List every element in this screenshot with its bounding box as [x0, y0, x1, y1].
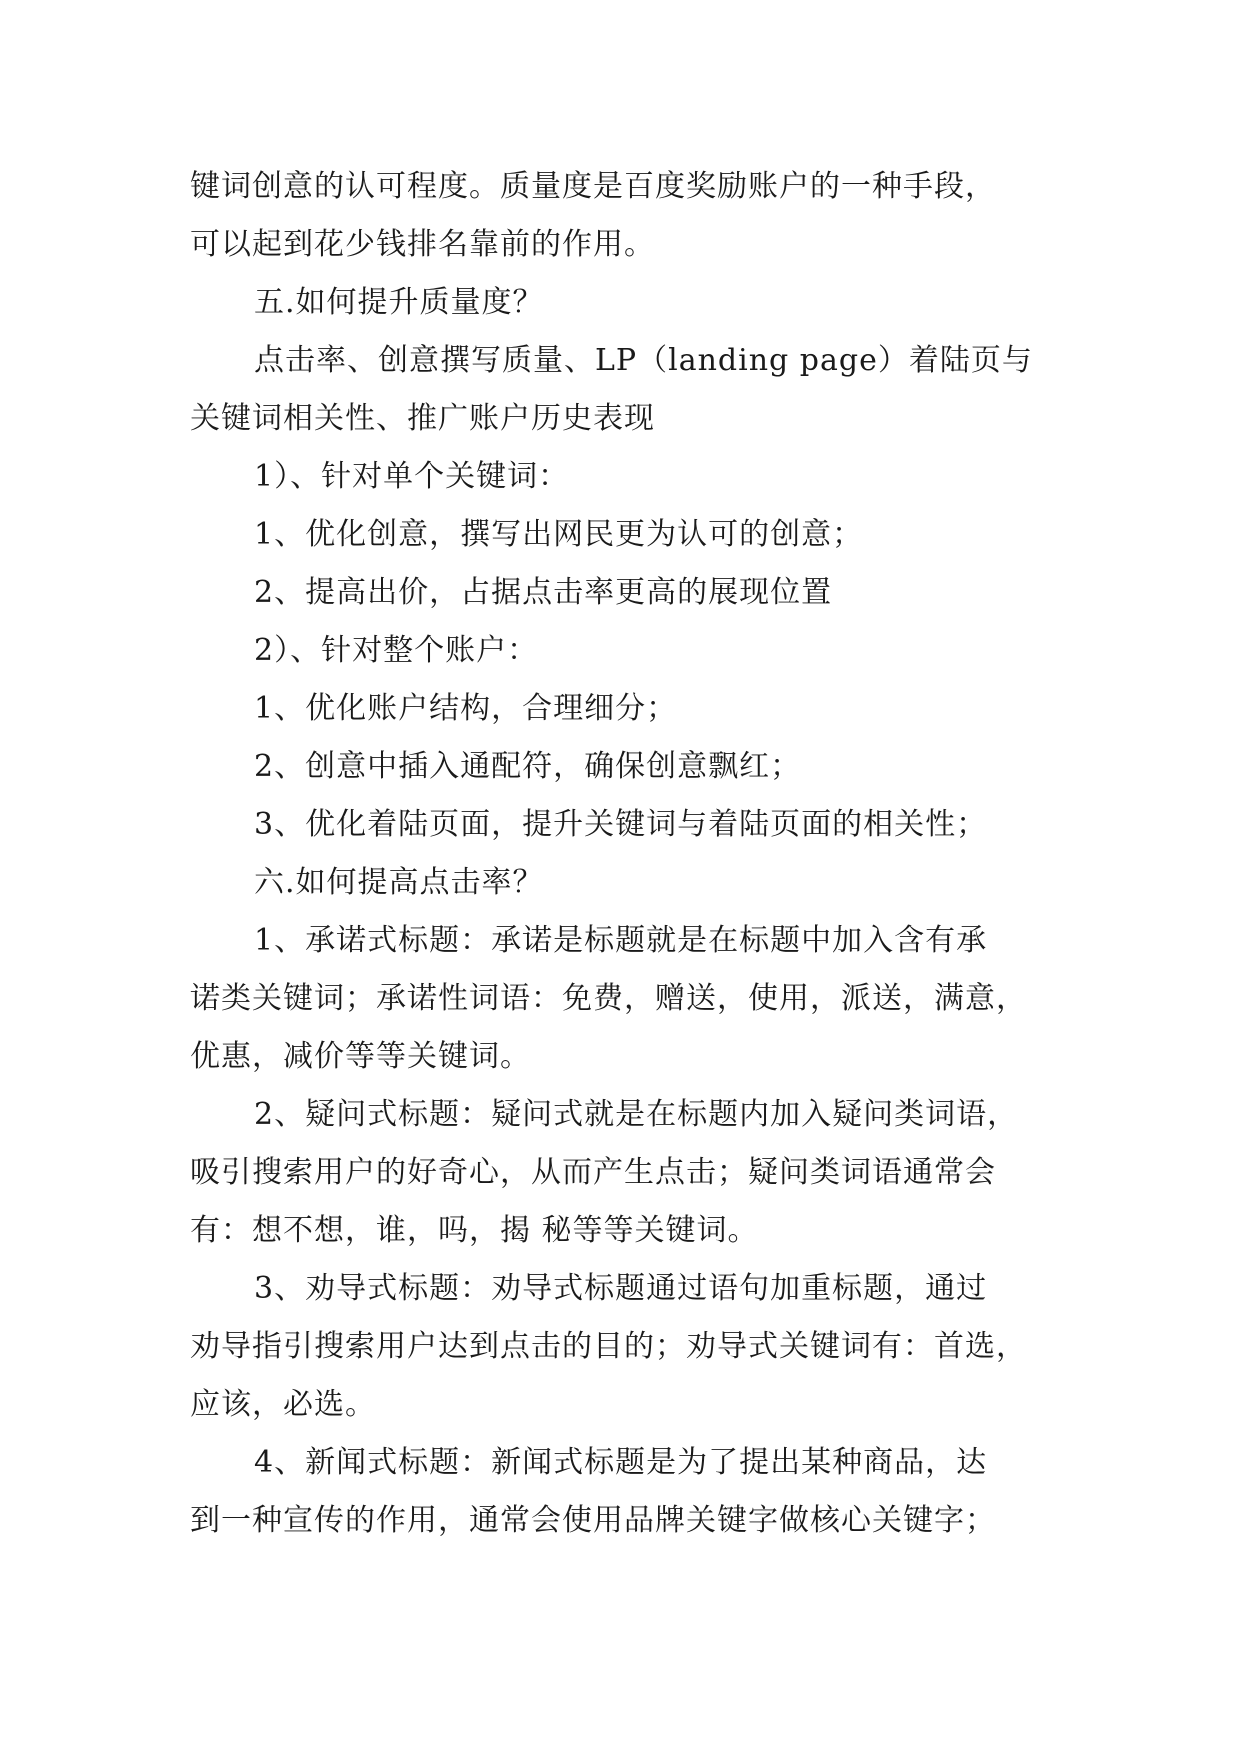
text-line: 有：想不想，谁，吗，揭 秘等等关键词。 — [190, 1213, 759, 1248]
text-line: 2）、针对整个账户： — [254, 633, 539, 668]
list-item: 2、创意中插入通配符，确保创意飘红； — [254, 749, 802, 784]
document-body — [190, 158, 1070, 1550]
list-item: 1、优化账户结构，合理细分； — [254, 691, 678, 726]
list-item: 3、劝导式标题：劝导式标题通过语句加重标题，通过 — [254, 1271, 988, 1306]
text-line: 可以起到花少钱排名靠前的作用。 — [190, 227, 655, 262]
list-item: 3、优化着陆页面，提升关键词与着陆页面的相关性； — [254, 807, 988, 842]
text-line: 到一种宣传的作用，通常会使用品牌关键字做核心关键字； — [190, 1503, 996, 1538]
text-line: 关键词相关性、推广账户历史表现 — [190, 401, 655, 436]
text-line: 诺类关键词；承诺性词语：免费，赠送，使用，派送，满意， — [190, 981, 1027, 1016]
text-line: 吸引搜索用户的好奇心，从而产生点击；疑问类词语通常会 — [190, 1155, 996, 1190]
text-line: 优惠，减价等等关键词。 — [190, 1039, 531, 1074]
text-line: 1）、针对单个关键词： — [254, 459, 570, 494]
list-item: 1、承诺式标题：承诺是标题就是在标题中加入含有承 — [254, 923, 988, 958]
text-line: 劝导指引搜索用户达到点击的目的；劝导式关键词有：首选， — [190, 1329, 1027, 1364]
text-line: 点击率、创意撰写质量、LP（landing page）着陆页与 — [254, 343, 1033, 378]
list-item: 4、新闻式标题：新闻式标题是为了提出某种商品，达 — [254, 1445, 988, 1480]
section-heading: 六.如何提高点击率？ — [254, 865, 544, 900]
text-line: 应该，必选。 — [190, 1387, 376, 1422]
list-item: 2、疑问式标题：疑问式就是在标题内加入疑问类词语， — [254, 1097, 1019, 1132]
list-item: 1、优化创意，撰写出网民更为认可的创意； — [254, 517, 864, 552]
list-item: 2、提高出价，占据点击率更高的展现位置 — [254, 575, 833, 610]
section-heading: 五.如何提升质量度？ — [254, 285, 544, 320]
text-line: 键词创意的认可程度。质量度是百度奖励账户的一种手段， — [190, 169, 996, 204]
